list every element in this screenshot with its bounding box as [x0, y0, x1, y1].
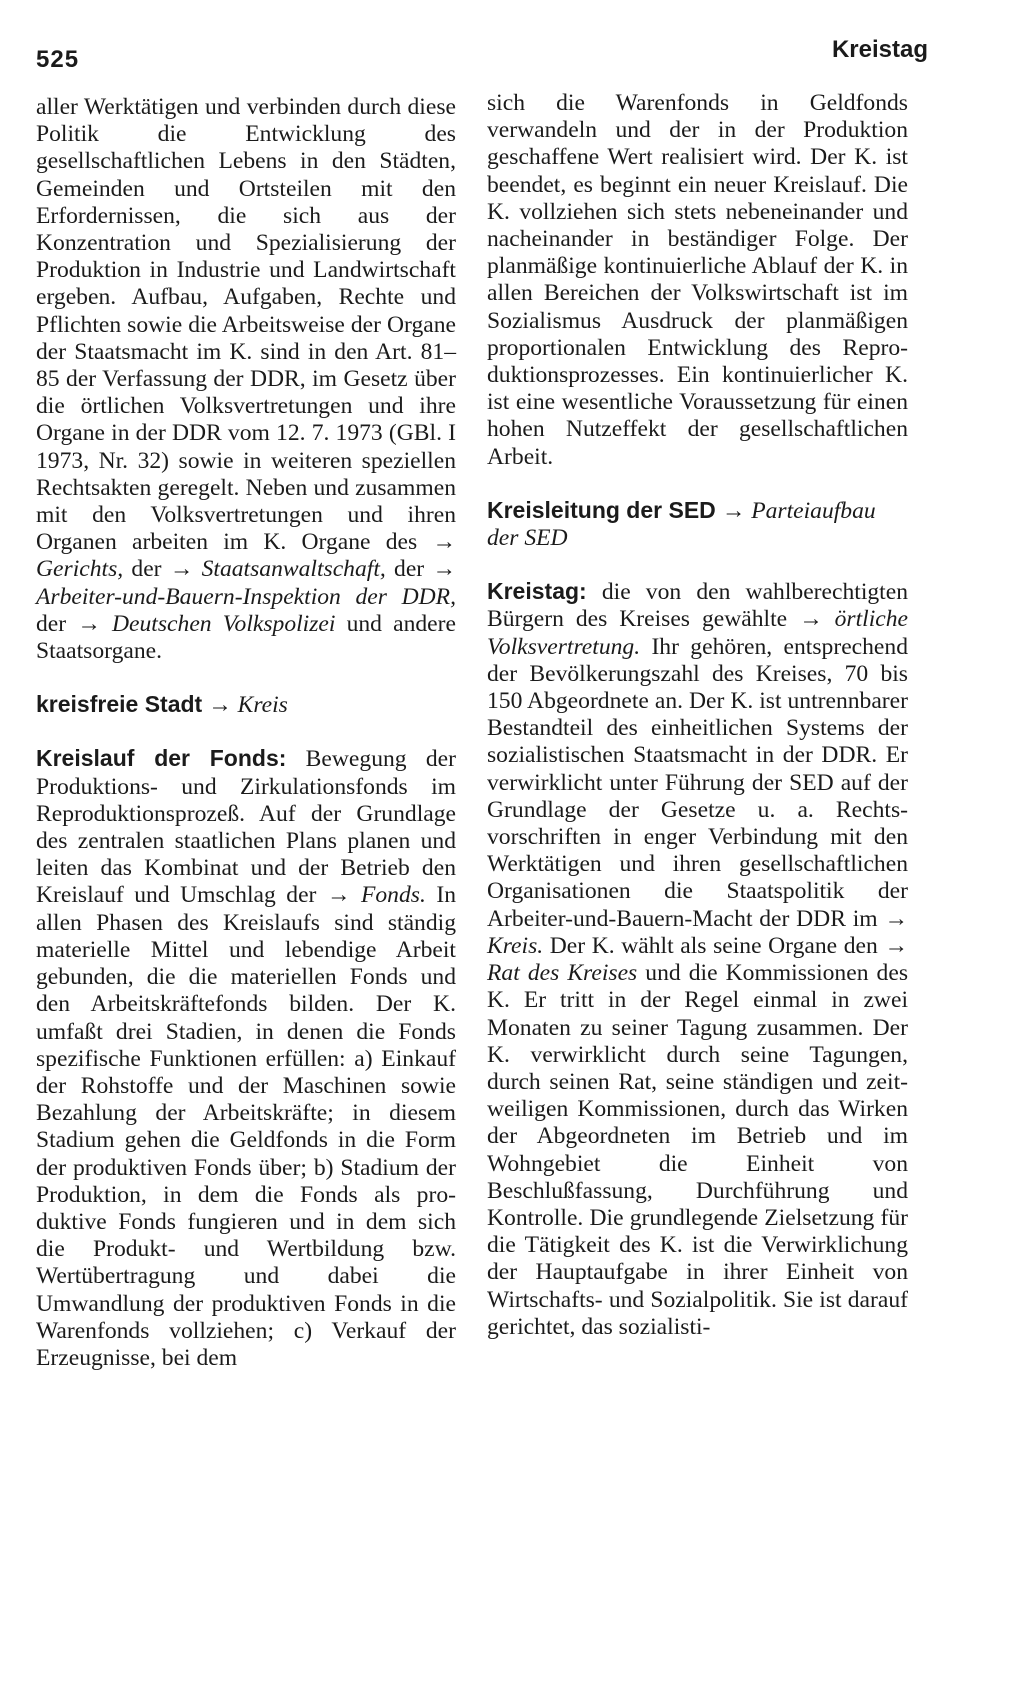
headword: Kreislauf der Fonds:: [36, 745, 287, 772]
arrow-icon: →: [169, 556, 194, 583]
text-run: der: [36, 610, 78, 637]
right-column: [487, 90, 908, 1341]
arrow-icon: →: [884, 905, 908, 932]
arrow-icon: →: [721, 497, 746, 524]
entry-kreistag: [487, 578, 908, 1341]
page-number: 525: [36, 46, 80, 73]
text-run: In allen Phasen des Kreislaufs sind ständig materielle Mittel und lebendige Arbeit gebunden, die die materiellen Fonds und den Arbeitskräftefonds bilden. Der K. umfaßt drei Stadien, in denen die Fonds spezifische Funktionen erfüllen: a) Einkauf der Rohstoffe und der Maschinen sowie Bezahlung der Arbeitskräfte; in diesem Stadium gehen die Geldfonds in die Form der produktiven Fonds über; b) Stadium der Produktion, in dem die Fonds als produktive Fonds fungieren und in dem sich die Produkt- und Wertbildung bzw. Wertübertragung und dabei die Umwandlung der produktiven Fonds in die Warenfonds vollziehen; c) Verkauf der Erzeugnisse, bei dem: [36, 882, 456, 1371]
text-run: Der K. wählt als seine Organe den: [543, 932, 885, 959]
column-divider: [470, 110, 471, 1610]
arrow-icon: →: [799, 606, 823, 633]
arrow-icon: →: [884, 932, 908, 959]
arrow-icon: →: [432, 529, 456, 556]
cross-reference-staatsanwaltschaft[interactable]: Staatsanwaltschaft,: [201, 556, 386, 583]
arrow-icon: →: [77, 610, 101, 637]
text-run: und die Kommissionen des K. Er tritt in der Regel einmal in zwei Monaten zu seiner Tagung zusammen. Der K. verwirklicht durch seine Tagungen, durch seinen Rat, seine ständigen und zeitweiligen Kommissionen, durch das Wirken der Abgeordneten im Betrieb und im Wohngebiet die Einheit von Beschlußfassung, Durchführung und Kontrolle. Die grundlegende Zielsetzung für die Tätigkeit des K. ist die Verwirklichung der Hauptaufgabe in ihrer Einheit von Wirtschafts- und Sozialpolitik. Sie ist darauf gerichtet, das sozialisti-: [487, 960, 908, 1340]
cross-reference-volkspolizei[interactable]: Deutschen Volkspolizei: [112, 610, 336, 637]
text-run: aller Werktätigen und verbinden durch diese Politik die Entwicklung des gesellschaftlichen Lebens in den Städten, Gemeinden und Ortsteilen mit den Erfordernissen, die sich aus der Konzentration und Spezialisierung der Produktion in Industrie und Landwirtschaft ergeben. Aufbau, Aufgaben, Rechte und Pflichten sowie die Arbeitsweise der Organe der Staatsmacht im K. sind in den Art. 81–85 der Verfassung der DDR, im Gesetz über die örtlichen Volksvertretungen und ihre Organe in der DDR vom 12. 7. 1973 (GBl. I 1973, Nr. 32) sowie in weiteren speziellen Rechtsakten geregelt. Neben und zusammen mit den Volksvertretungen und ihren Organen arbeiten im K. Organe des: [36, 94, 456, 556]
text-run: Bewegung der Produktions- und Zirkulationsfonds im Reproduktionsprozeß. Auf der Grundlage des zentralen staatlichen Plans planen und leiten das Kombinat und der Betrieb den Kreislauf und Umschlag der: [36, 746, 456, 909]
entry-kreisleitung: [487, 497, 908, 552]
cross-reference-gericht[interactable]: Gerichts,: [36, 556, 124, 583]
left-column: [36, 94, 456, 1372]
text-run: der: [385, 556, 433, 583]
text-run: Ihr gehören, entsprechend der Bevölkerungszahl des Kreises, 70 bis 150 Abgeordnete an. Der K. ist untrennbarer Bestandteil des einheitlichen Systems der sozialistischen Staatsmacht in der DDR. Er verwirklicht unter Führung der SED auf der Grundlage der Gesetze u. a. Rechtsvorschriften in enger Verbindung mit den Werktätigen und ihren gesellschaftlichen Organisationen die Staatspolitik der Arbeiter-und-Bauern-Macht der DDR im: [487, 633, 908, 932]
text-run: die von den wahlberechtigten Bürgern des Kreises gewählte: [487, 579, 908, 633]
cross-reference-rat-des-kreises[interactable]: Rat des Kreises: [487, 960, 638, 987]
cross-reference-kreis[interactable]: Kreis.: [487, 932, 544, 959]
headword: Kreisleitung der SED: [487, 496, 716, 523]
running-head: Kreistag: [831, 36, 928, 63]
cross-reference-oertliche-volksvertretung[interactable]: örtliche Volksvertretung.: [487, 606, 908, 660]
cross-reference-kreis[interactable]: Kreis: [237, 692, 288, 719]
text-run: und andere Staatsorgane.: [36, 610, 456, 665]
entry-kreislauf-der-fonds: [36, 745, 456, 1372]
arrow-icon: →: [432, 556, 456, 583]
arrow-icon: →: [326, 882, 351, 909]
text-run: der: [123, 556, 170, 583]
cross-reference-fonds[interactable]: Fonds.: [360, 882, 426, 909]
continued-paragraph: sich die Warenfonds in Geldfonds verwandeln und der in der Produktion geschaffene Wert realisiert wird. Der K. ist beendet, es beginnt ein neuer Kreislauf. Die K. vollziehen sich stets nebeneinander und nacheinander in beständiger Folge. Der planmäßige kontinuierliche Ablauf der K. in allen Bereichen der Volkswirtschaft ist im Sozialismus Ausdruck der planmäßigen proportionalen Entwicklung des Reproduktionsprozesses. Ein kontinuierlicher K. ist eine wesentliche Voraussetzung für einen hohen Nutzeffekt der gesellschaftlichen Arbeit.: [487, 90, 908, 470]
continued-paragraph: [36, 94, 456, 665]
headword: kreisfreie Stadt: [36, 691, 203, 718]
arrow-icon: →: [208, 692, 232, 719]
headword: Kreistag:: [487, 578, 587, 605]
cross-reference-parteiaufbau[interactable]: Parteiaufbau der SED: [487, 497, 876, 552]
cross-reference-abi[interactable]: Arbeiter-und-Bauern-Inspektion der DDR,: [36, 583, 456, 610]
entry-kreisfreie-stadt: [36, 691, 456, 719]
